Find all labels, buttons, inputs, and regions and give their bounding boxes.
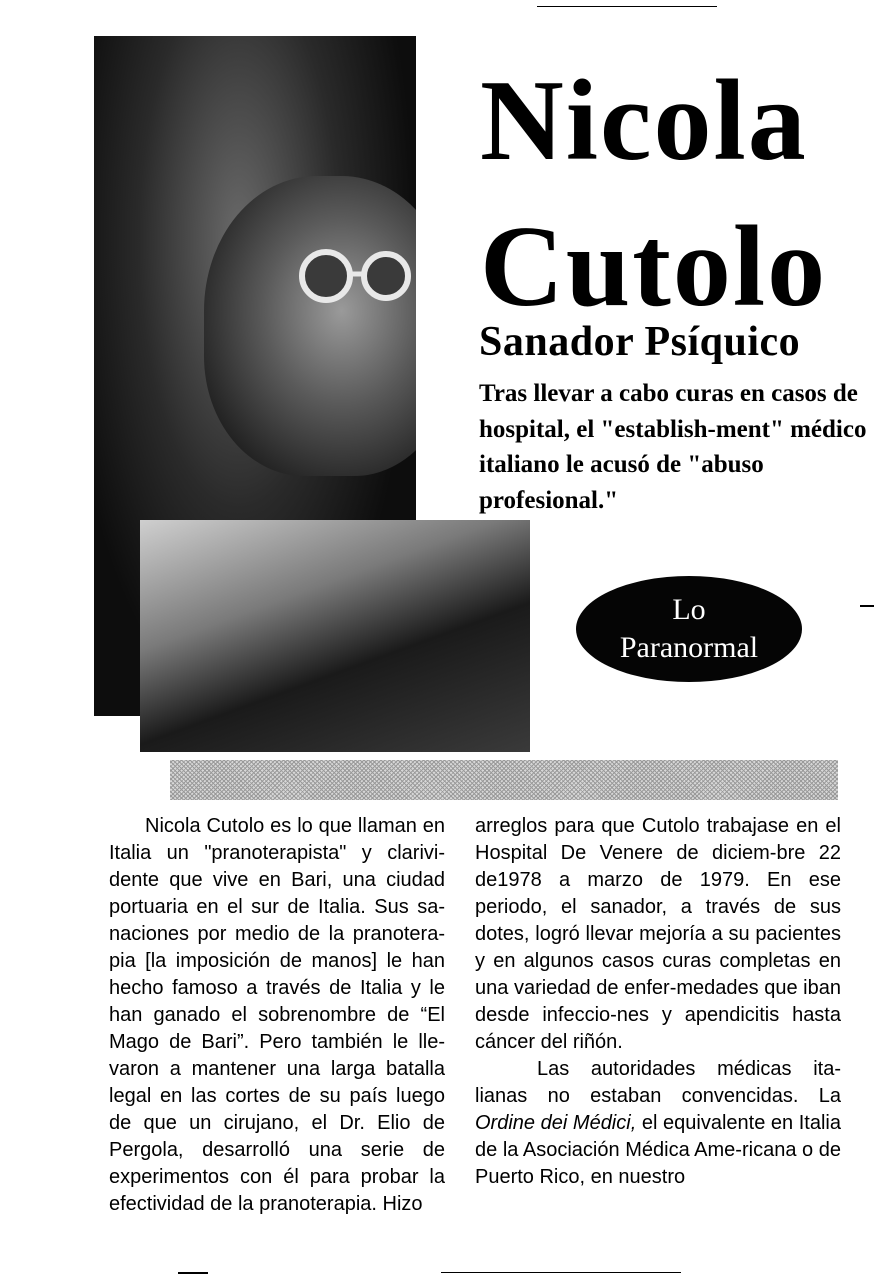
badge-line-2: Paranormal bbox=[619, 631, 759, 664]
article-deck: Tras llevar a cabo curas en casos de hospital, el "establish-ment" médico italiano le acusó de "abuso profesional." bbox=[479, 380, 867, 514]
article-title bbox=[480, 48, 880, 340]
scan-mark bbox=[860, 605, 874, 607]
body-text: el equivalente en Italia de la Asociación Médica Ame-ricana o de Puerto Rico, en nuestro bbox=[475, 1112, 842, 1188]
halftone-divider bbox=[170, 760, 838, 800]
section-badge bbox=[576, 576, 802, 682]
portrait-face bbox=[204, 176, 416, 476]
glasses-shape bbox=[294, 246, 414, 306]
body-column-1 bbox=[109, 813, 445, 1218]
scan-mark bbox=[441, 1272, 681, 1273]
title-line-2: Cutolo bbox=[480, 203, 828, 331]
portrait-photo-hand bbox=[140, 520, 530, 752]
body-column-2 bbox=[475, 813, 841, 1191]
body-paragraph bbox=[475, 1056, 841, 1191]
badge-line-1: Lo bbox=[672, 593, 706, 626]
body-paragraph: Nicola Cutolo es lo que llaman en Italia un "pranoterapista" y clarivi-dente que vive en Bari, una ciudad portuaria en el sur de Italia. Sus sa-naciones por medio de la pranotera-pia [la imposición de manos] le han hecho famoso a través de Italia y le han ganado el sobrenombre de “El Mago de Bari”. Pero también le lle-varon a mantener una larga batalla legal en las cortes de su país luego de que un cirujano, el Dr. Elio de Pergola, desarrolló una serie de experimentos con él para probar la efectividad de la pranoterapia. Hizo bbox=[109, 815, 445, 1215]
title-line-1: Nicola bbox=[480, 57, 808, 185]
scan-mark bbox=[178, 1272, 208, 1274]
scan-mark bbox=[537, 6, 717, 7]
body-text: Las autoridades médicas ita-lianas no estaban convencidas. La bbox=[475, 1058, 841, 1107]
body-paragraph: arreglos para que Cutolo trabajase en el Hospital De Venere de diciem-bre 22 de1978 a marzo de 1979. En ese periodo, el sanador, a través de sus dotes, logró llevar mejoría a su pacientes y en algunos casos curas completas en una variedad de enfer-medades que iban desde infeccio-nes y apendicitis hasta cáncer del riñón. bbox=[475, 815, 841, 1053]
organization-name: Ordine dei Médici, bbox=[475, 1112, 637, 1134]
article-subtitle: Sanador Psíquico bbox=[479, 319, 801, 365]
